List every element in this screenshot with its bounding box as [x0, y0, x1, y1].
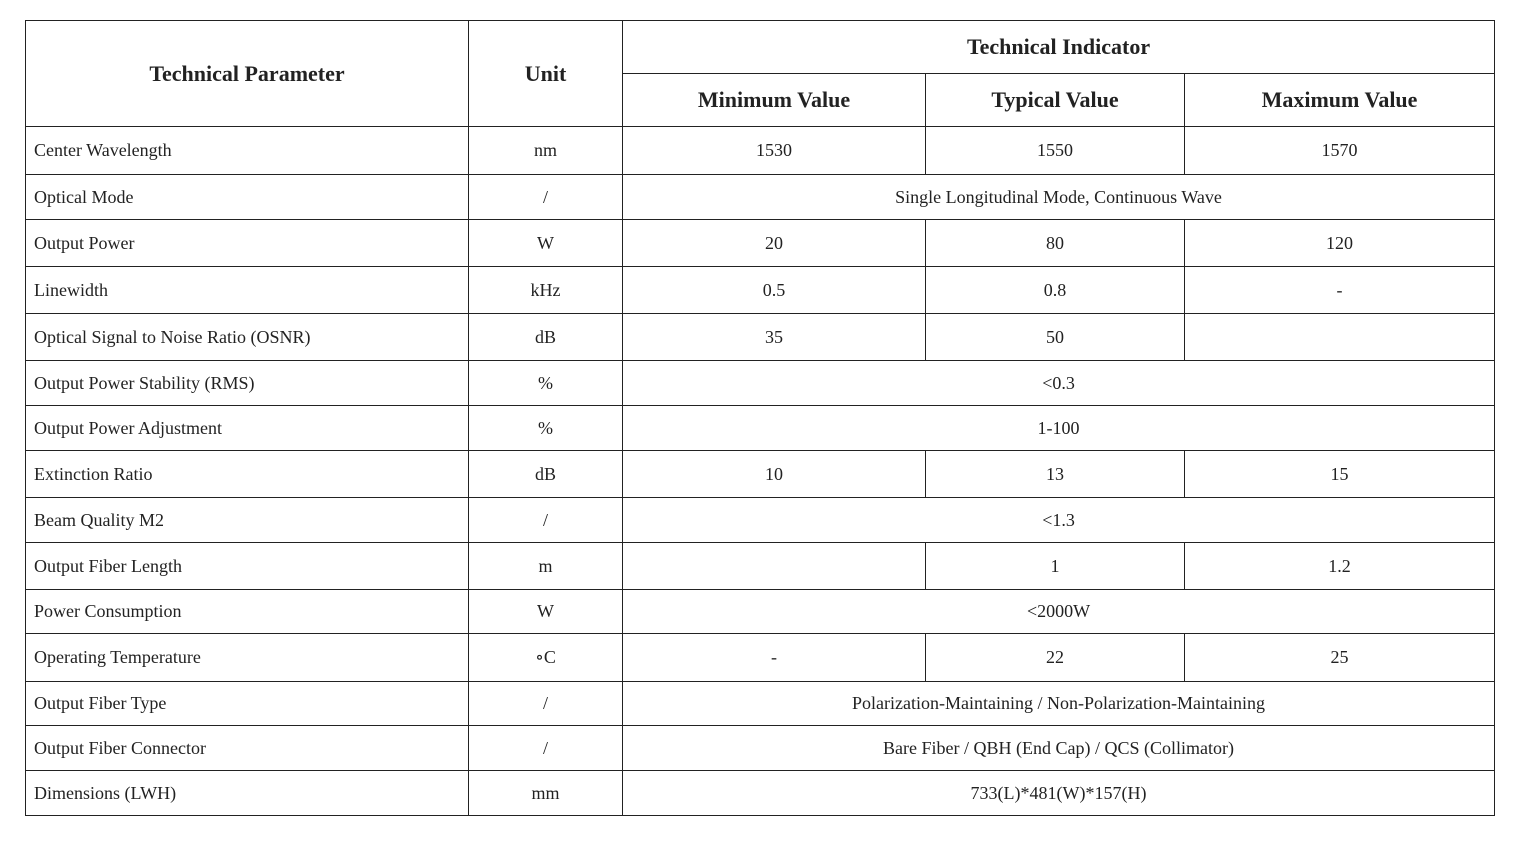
parameter-cell: Output Power [26, 220, 469, 267]
unit-cell: W [469, 590, 623, 634]
parameter-cell: Output Fiber Type [26, 682, 469, 726]
unit-cell: m [469, 543, 623, 590]
unit-cell: / [469, 726, 623, 771]
indicator-span-cell: 733(L)*481(W)*157(H) [623, 771, 1495, 816]
unit-cell: dB [469, 451, 623, 498]
unit-cell: dB [469, 314, 623, 361]
table-row [26, 175, 1495, 220]
maximum-value-cell: 120 [1185, 220, 1495, 267]
indicator-span-cell: <1.3 [623, 498, 1495, 543]
maximum-value-cell: 15 [1185, 451, 1495, 498]
table-row [26, 267, 1495, 314]
indicator-span-cell: Polarization-Maintaining / Non-Polarization-Maintaining [623, 682, 1495, 726]
indicator-span-cell: Single Longitudinal Mode, Continuous Wave [623, 175, 1495, 220]
typical-value-cell: 1 [926, 543, 1185, 590]
table-row [26, 726, 1495, 771]
parameter-cell: Output Fiber Length [26, 543, 469, 590]
parameter-cell: Extinction Ratio [26, 451, 469, 498]
table-row [26, 406, 1495, 451]
table-row [26, 498, 1495, 543]
unit-cell: / [469, 498, 623, 543]
table-row [26, 634, 1495, 682]
unit-cell: ∘C [469, 634, 623, 682]
parameter-cell: Output Fiber Connector [26, 726, 469, 771]
minimum-value-cell: 1530 [623, 127, 926, 175]
table-row [26, 314, 1495, 361]
spec-table [25, 20, 1495, 816]
table-row [26, 771, 1495, 816]
unit-cell: W [469, 220, 623, 267]
parameter-cell: Optical Signal to Noise Ratio (OSNR) [26, 314, 469, 361]
unit-cell: % [469, 406, 623, 451]
unit-cell: kHz [469, 267, 623, 314]
parameter-cell: Operating Temperature [26, 634, 469, 682]
minimum-value-cell: 35 [623, 314, 926, 361]
typical-value-cell: 50 [926, 314, 1185, 361]
indicator-span-cell: <2000W [623, 590, 1495, 634]
minimum-value-cell: 10 [623, 451, 926, 498]
typical-value-cell: 1550 [926, 127, 1185, 175]
minimum-value-cell [623, 543, 926, 590]
unit-cell: / [469, 175, 623, 220]
table-row [26, 543, 1495, 590]
parameter-cell: Output Power Stability (RMS) [26, 361, 469, 406]
typical-value-cell: 0.8 [926, 267, 1185, 314]
typical-value-cell: 13 [926, 451, 1185, 498]
unit-cell: % [469, 361, 623, 406]
typical-value-cell: 22 [926, 634, 1185, 682]
unit-cell: / [469, 682, 623, 726]
header-maximum-value: Maximum Value [1185, 74, 1495, 127]
table-row [26, 451, 1495, 498]
table-row [26, 361, 1495, 406]
table-body [26, 127, 1495, 816]
unit-cell: nm [469, 127, 623, 175]
maximum-value-cell: - [1185, 267, 1495, 314]
parameter-cell: Output Power Adjustment [26, 406, 469, 451]
indicator-span-cell: 1-100 [623, 406, 1495, 451]
minimum-value-cell: - [623, 634, 926, 682]
parameter-cell: Dimensions (LWH) [26, 771, 469, 816]
typical-value-cell: 80 [926, 220, 1185, 267]
maximum-value-cell: 25 [1185, 634, 1495, 682]
maximum-value-cell: 1570 [1185, 127, 1495, 175]
parameter-cell: Power Consumption [26, 590, 469, 634]
header-technical-indicator: Technical Indicator [623, 21, 1495, 74]
header-typical-value: Typical Value [926, 74, 1185, 127]
unit-cell: mm [469, 771, 623, 816]
header-unit: Unit [469, 21, 623, 127]
indicator-span-cell: <0.3 [623, 361, 1495, 406]
table-row [26, 590, 1495, 634]
parameter-cell: Beam Quality M2 [26, 498, 469, 543]
parameter-cell: Linewidth [26, 267, 469, 314]
minimum-value-cell: 20 [623, 220, 926, 267]
header-technical-parameter: Technical Parameter [26, 21, 469, 127]
header-minimum-value: Minimum Value [623, 74, 926, 127]
maximum-value-cell [1185, 314, 1495, 361]
parameter-cell: Center Wavelength [26, 127, 469, 175]
minimum-value-cell: 0.5 [623, 267, 926, 314]
table-row [26, 220, 1495, 267]
table-row [26, 682, 1495, 726]
table-row [26, 127, 1495, 175]
maximum-value-cell: 1.2 [1185, 543, 1495, 590]
parameter-cell: Optical Mode [26, 175, 469, 220]
indicator-span-cell: Bare Fiber / QBH (End Cap) / QCS (Collimator) [623, 726, 1495, 771]
